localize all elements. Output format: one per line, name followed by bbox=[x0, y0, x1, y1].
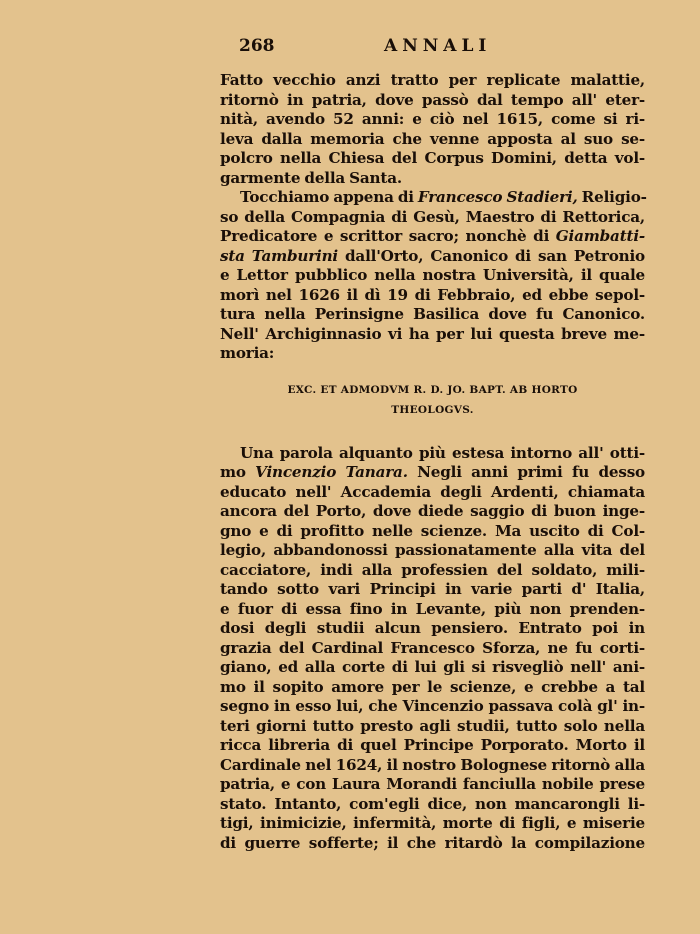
text-segment: Tocchiamo appena di bbox=[240, 188, 418, 206]
text-segment: segno in esso lui, che Vincenzio passava colà gl' in- bbox=[220, 697, 645, 715]
text-line bbox=[220, 522, 645, 542]
text-line bbox=[220, 756, 645, 776]
italic-name: Francesco Stadieri, bbox=[417, 188, 578, 206]
italic-name: Giambatti- bbox=[555, 227, 645, 245]
text-line bbox=[220, 344, 645, 364]
text-line bbox=[220, 483, 645, 503]
text-segment: polcro nella Chiesa del Corpus Domini, detta vol- bbox=[220, 149, 645, 167]
text-segment: di guerre sofferte; il che ritardò la compilazione bbox=[220, 833, 645, 852]
text-segment: moria: bbox=[220, 344, 275, 362]
text-line bbox=[220, 444, 645, 464]
text-segment: e fuor di essa fino in Levante, più non prenden- bbox=[220, 599, 645, 618]
text-line bbox=[220, 463, 645, 483]
text-segment: giano, ed alla corte di lui gli si risvegliò nell' ani- bbox=[220, 658, 645, 676]
text-line bbox=[220, 208, 645, 228]
text-line bbox=[220, 717, 645, 737]
text-line bbox=[220, 149, 645, 169]
text-line bbox=[220, 130, 645, 150]
text-segment: nità, avendo 52 anni: e ciò nel 1615, come si ri- bbox=[220, 110, 645, 128]
text-line bbox=[220, 71, 645, 91]
text-segment: tando sotto vari Principi in varie parti d' Italia, bbox=[220, 580, 645, 598]
italic-name: Vincenzio Tanara. bbox=[255, 463, 408, 481]
text-segment: ritornò in patria, dove passò dal tempo all' eter- bbox=[220, 90, 645, 109]
text-segment: legio, abbandonossi passionatamente alla vita del bbox=[220, 541, 645, 559]
text-line bbox=[220, 580, 645, 600]
text-segment: mo bbox=[220, 463, 256, 481]
text-segment: so della Compagnia di Gesù, Maestro di Rettorica, bbox=[220, 207, 645, 226]
paragraph bbox=[220, 188, 645, 364]
running-title: ANNALI bbox=[384, 36, 492, 56]
text-line bbox=[220, 247, 645, 267]
text-line bbox=[220, 227, 645, 247]
text-line bbox=[220, 697, 645, 717]
text-line bbox=[220, 91, 645, 111]
paragraph bbox=[220, 444, 645, 854]
inscription-line: THEOLOGVS. bbox=[391, 403, 474, 416]
text-segment: Negli anni primi fu desso bbox=[407, 463, 645, 481]
text-segment: Una parola alquanto più estesa intorno all' otti- bbox=[240, 443, 645, 462]
text-line bbox=[220, 266, 645, 286]
text-line bbox=[220, 600, 645, 620]
text-line bbox=[220, 795, 645, 815]
text-segment: educato nell' Accademia degli Ardenti, chiamata bbox=[220, 482, 645, 501]
text-segment: cacciatore, indi alla professien del soldato, mili- bbox=[220, 560, 645, 579]
text-line bbox=[220, 678, 645, 698]
text-line bbox=[220, 639, 645, 659]
italic-name: sta Tamburini bbox=[220, 246, 339, 265]
text-segment: gno e di profitto nelle scienze. Ma uscito di Col- bbox=[220, 521, 645, 540]
text-segment: dosi degli studii alcun pensiero. Entrato poi in bbox=[220, 619, 645, 637]
inscription bbox=[220, 380, 645, 420]
text-segment: Religio- bbox=[577, 188, 647, 206]
text-segment: grazia del Cardinal Francesco Sforza, ne fu corti- bbox=[220, 638, 645, 657]
paragraph bbox=[220, 71, 645, 188]
text-segment: teri giorni tutto presto agli studii, tutto solo nella bbox=[220, 716, 645, 735]
text-line bbox=[220, 286, 645, 306]
text-line bbox=[220, 110, 645, 130]
text-segment: Cardinale nel 1624, il nostro Bolognese ritornò alla bbox=[220, 755, 645, 774]
text-line bbox=[220, 658, 645, 678]
text-segment: Nell' Archiginnasio vi ha per lui questa breve me- bbox=[220, 324, 645, 343]
page-number: 268 bbox=[239, 36, 275, 56]
text-line bbox=[220, 541, 645, 561]
running-header bbox=[239, 36, 499, 60]
text-segment: leva dalla memoria che venne apposta al suo se- bbox=[220, 129, 645, 148]
text-segment: stato. Intanto, com'egli dice, non mancarongli li- bbox=[220, 794, 645, 813]
text-line bbox=[220, 188, 645, 208]
inscription-line: EXC. ET ADMODVM R. D. JO. BAPT. AB HORTO bbox=[287, 383, 578, 396]
text-segment: morì nel 1626 il dì 19 di Febbraio, ed ebbe sepol- bbox=[220, 285, 645, 304]
text-segment: tura nella Perinsigne Basilica dove fu Canonico. bbox=[220, 305, 645, 323]
text-segment: ancora del Porto, dove diede saggio di buon inge- bbox=[220, 502, 645, 520]
text-line bbox=[220, 561, 645, 581]
text-line bbox=[220, 305, 645, 325]
text-segment: Predicatore e scrittor sacro; nonchè di bbox=[220, 227, 556, 245]
text-segment: tigi, inimicizie, infermità, morte di figli, e miserie bbox=[220, 814, 645, 832]
text-segment: dall'Orto, Canonico di san Petronio bbox=[338, 246, 645, 265]
text-line bbox=[220, 834, 645, 854]
text-line bbox=[220, 814, 645, 834]
text-line bbox=[220, 502, 645, 522]
text-line bbox=[220, 169, 645, 189]
text-segment: mo il sopito amore per le scienze, e crebbe a tal bbox=[220, 677, 645, 696]
text-line bbox=[220, 775, 645, 795]
text-line bbox=[220, 619, 645, 639]
text-line bbox=[220, 736, 645, 756]
text-segment: patria, e con Laura Morandi fanciulla nobile prese bbox=[220, 775, 645, 793]
text-segment: ricca libreria di quel Principe Porporato. Morto il bbox=[220, 736, 645, 754]
text-segment: Fatto vecchio anzi tratto per replicate malattie, bbox=[220, 71, 645, 89]
text-segment: garmente della Santa. bbox=[220, 168, 402, 187]
text-segment: e Lettor pubblico nella nostra Università, il quale bbox=[220, 266, 645, 284]
text-line bbox=[220, 325, 645, 345]
page-body-text bbox=[220, 71, 645, 853]
